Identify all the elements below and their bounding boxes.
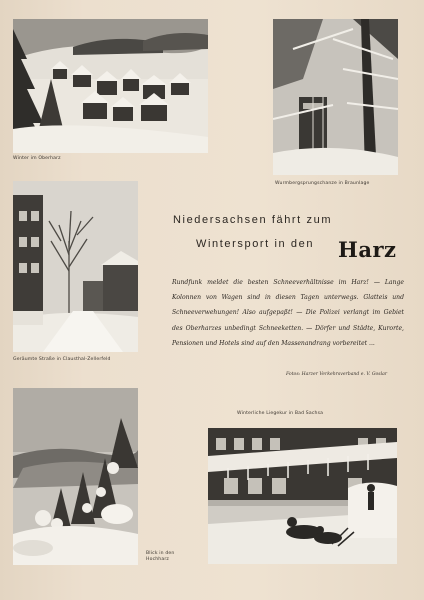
caption-hochharz-view [146,551,174,563]
photo-bad-sachsa-rest-cure [208,428,397,564]
photo-wurmberg-ski-jump [273,19,398,175]
caption-wurmberg-ski-jump: Wurmbergsprungschanze in Braunlage [275,181,370,186]
photo-credit: Fotos: Harzer Verkehrsverband e. V. Goslar [286,372,388,377]
headline-harz-wordmark: Harz [338,237,397,262]
headline-line-1: Niedersachsen fährt zum [173,214,333,226]
caption-hochharz-line-2: Hochharz [146,557,169,562]
caption-clausthal-street: Geräumte Straße in Clausthal-Zellerfeld [13,357,111,362]
caption-winter-oberharz: Winter im Oberharz [13,156,61,161]
headline-line-2: Wintersport in den [196,238,315,250]
photo-clausthal-street [13,181,138,352]
photo-winter-oberharz [13,19,208,153]
caption-hochharz-line-1: Blick in den [146,551,175,556]
photo-hochharz-view [13,388,138,565]
caption-bad-sachsa: Winterliche Liegekur in Bad Sachsa [237,411,324,416]
article-body: Rundfunk meldet die besten Schneeverhältnisse im Harz! — Lange Kolonnen von Wagen sind in diesen Tagen unterwegs. Glatteis und Schneeverwehungen! Also aufgepaßt! — Die Polizei verlangt im Gebiet des Oberharzes unbedingt Schneeketten. — Dörfer und Städte, Kurorte, Pensionen und Hotels sind auf den Massenandrang vorbereitet ... [172,279,404,347]
